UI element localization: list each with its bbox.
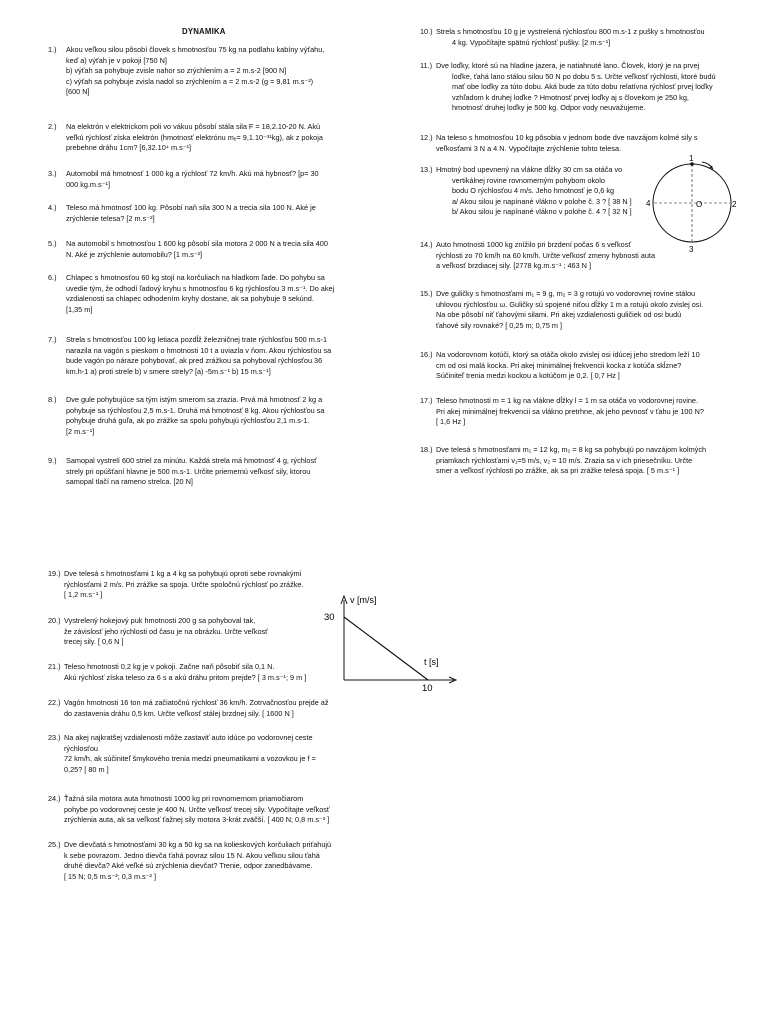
problem-text-line: uhlovou rýchlosťou ω. Guličky sú spojené niťou dĺžky 1 m a rotujú okolo zvislej osi. [436,299,704,309]
problem-text-line: veľkú rýchlosť získa elektrón (hmotnosť elektrónu mₑ= 9,1.10⁻³¹kg), ak z pokoja [66,132,323,142]
problem-text-line: druhé dievča? Aké veľké sú zrýchlenia dievčat? Trenie, odpor zanedbávame. [64,861,313,871]
problem-text-line: vzhľadom k druhej loďke ? Hmotnosť prvej loďky aj s človekom je 250 kg, [452,92,689,102]
problem-number: 11.) [420,61,433,70]
problem-text-line: b/ Akou silou je napínané vlákno v polohe č. 4 ? [ 32 N ] [452,207,632,217]
problem-number: 8.) [48,395,57,404]
circular-motion-figure [646,154,746,254]
problem-text-line: hmotnosť druhej loďky je 500 kg. Odpor vody neuvažujeme. [452,103,646,113]
page-title: DYNAMIKA [182,27,226,36]
problem-text-line: prebehne dráhu 1cm? [6,32.10⁴ m.s⁻¹] [66,143,192,153]
problem-text-line: pohybe po vodorovnej ceste je 400 N. Určte veľkosť trecej sily. Vypočítajte veľkosť [64,804,330,814]
problem-text-line: Teleso hmotnosti 0,2 kg je v pokoji. Začne naň pôsobiť sila 0,1 N. [64,662,275,671]
problem-text-line: Auto hmotnosti 1000 kg znížilo pri brzdení počas 6 s veľkosť [436,240,632,249]
problem-text-line: ťahové sily rovnaké? [ 0,25 m; 0,75 m ] [436,320,563,330]
problem-number: 14.) [420,240,433,249]
problem-text-line: Pri akej minimálnej frekvencii sa vlákno pretrhne, ak jeho pevnosť v ťahu je 100 N? [436,406,704,416]
problem-text-line: keď a) výťah je v pokoji [750 N] [66,55,167,65]
problem-text-line: bodu O rýchlosťou 4 m/s. Jeho hmotnosť je 0,6 kg [452,186,615,196]
problem-text-line: Dve gule pohybujúce sa tým istým smerom sa zrazia. Prvá má hmotnosť 2 kg a [66,395,323,404]
problem-number: 22.) [48,698,61,707]
problem-number: 4.) [48,203,57,212]
problem-text-line: pohybuje druhá guľa, ak po zrážke sa spolu pohybujú rýchlosťou 2,1 m.s-1. [66,416,310,426]
problem-text-line: Na automobil s hmotnosťou 1 600 kg pôsobí sila motora 2 000 N a trecia sila 400 [66,239,328,248]
problem-text-line: Chlapec s hmotnosťou 60 kg stojí na korčuliach na hladkom ľade. Do pohybu sa [66,273,325,282]
problem-text-line: Ťažná sila motora auta hmotnosti 1000 kg pri rovnomernom priamočiarom [64,794,304,803]
problem-text-line: [ 1,2 m.s⁻¹ ] [64,590,103,600]
problem-text-line: Na elektrón v elektrickom poli vo vákuu pôsobí stála sila F = 18,2.10-20 N. Akú [66,122,321,131]
problem-text-line: mať obe loďky za túto dobu. Aká bude za túto dobu relatívna rýchlosť prvej loďky [452,82,713,92]
problem-text-line: Na obe pôsobí niť ťahovými silami. Pri akej vzdialenosti guličiek od osi budú [436,310,682,320]
problem-text-line: priamkach rýchlosťami v₁=5 m/s, v₂ = 10 m/s. Zrazia sa v ich priesečníku. Určte [436,455,693,465]
problem-text-line: Hmotný bod upevnený na vlákne dĺžky 30 cm sa otáča vo [436,165,623,174]
problem-text-line: [1,35 m] [66,304,93,314]
problem-text-line: Strela s hmotnosťou 100 kg letiaca pozdĺž železničnej trate rýchlosťou 500 m.s-1 [66,335,327,344]
problem-text-line: že závislosť jeho rýchlosti od času je na obrázku. Určte veľkosť [64,626,268,636]
problem-text-line: Teleso má hmotnosť 100 kg. Pôsobí naň sila 300 N a trecia sila 100 N. Aké je [66,203,316,212]
problem-text-line: cm od osi malá kocka. Pri akej minimálnej frekvencii kocka z kotúča skĺzne? [436,360,682,370]
y-axis-label: v [m/s] [350,595,377,605]
problem-text-line: strely pri opúšťaní hlavne je 500 m.s-1. Určite priemernú veľkosť sily, ktorou [66,466,311,476]
problem-text-line: zrýchlenia auta, ak sa veľkosť ťažnej sily motora 3-krát zväčší. [ 400 N; 0,8 m.s⁻² ] [64,815,330,825]
problem-text-line: Na akej najkratšej vzdialenosti môže zastaviť auto idúce po vodorovnej ceste [64,733,313,742]
problem-number: 24.) [48,794,61,803]
problem-text-line: Na vodorovnom kotúči, ktorý sa otáča okolo zvislej osi idúcej jeho stredom leží 10 [436,350,700,359]
problem-text-line: 000 kg.m.s⁻¹] [66,179,110,189]
problem-text-line: trecej sily. [ 0,6 N ] [64,637,124,647]
problem-text-line: 4 kg. Vypočítajte spätnú rýchlosť pušky. [2 m.s⁻¹] [452,37,611,47]
problem-text-line: Dve telesá s hmotnosťami 1 kg a 4 kg sa pohybujú oproti sebe rovnakými [64,569,302,578]
problem-number: 19.) [48,569,61,578]
problem-text-line: [2 m.s⁻¹] [66,426,95,436]
problem-number: 10.) [420,27,433,36]
problem-number: 21.) [48,662,61,671]
problem-text-line: Dve dievčatá s hmotnosťami 30 kg a 50 kg sa na kolieskových korčuliach priťahujú [64,840,332,849]
problem-text-line: Dve loďky, ktoré sú na hladine jazera, je natiahnuté lano. Človek, ktorý je na prvej [436,61,700,70]
problem-text-line: Dve telesá s hmotnosťami m₁ = 12 kg, m₂ = 8 kg sa pohybujú po navzájom kolmých [436,445,707,454]
problem-number: 16.) [420,350,433,359]
problem-number: 13.) [420,165,433,174]
problem-text-line: Vystrelený hokejový puk hmotnosti 200 g sa pohyboval tak, [64,616,256,625]
problem-text-line: zrýchlenie telesa? [2 m.s⁻²] [66,213,155,223]
problem-text-line: [ 15 N; 0,5 m.s⁻²; 0,3 m.s⁻² ] [64,871,157,881]
problem-number: 6.) [48,273,57,282]
problem-text-line: 0,25? [ 80 m ] [64,764,109,774]
problem-text-line: Akou veľkou silou pôsobí človek s hmotnosťou 75 kg na podlahu kabíny výťahu, [66,45,325,54]
problem-number: 7.) [48,335,57,344]
x-axis-label: t [s] [424,657,439,667]
problem-text-line: a/ Akou silou je napínané vlákno v polohe č. 3 ? [ 38 N ] [452,196,632,206]
problem-text-line: Automobil má hmotnosť 1 000 kg a rýchlosť 72 km/h. Akú má hybnosť? [p= 30 [66,169,319,178]
problem-number: 3.) [48,169,57,178]
problem-text-line: k sebe povrazom. Jedno dievča ťahá povraz silou 15 N. Akou veľkou silou ťahá [64,850,320,860]
problem-number: 15.) [420,289,433,298]
problem-text-line: [ 1,6 Hz ] [436,417,466,427]
problem-text-line: Na teleso s hmotnosťou 10 kg pôsobia v jednom bode dve navzájom kolmé sily s [436,133,698,142]
problem-text-line: pohybuje sa rýchlosťou 2,5 m.s-1. Druhá má hmotnosť 8 kg. Akou rýchlosťou sa [66,405,325,415]
problem-text-line: smer a veľkosť rýchlosti po zrážke, ak sa pri zrážke telesá spoja. [ 5 m.s⁻¹ ] [436,466,680,476]
problem-number: 17.) [420,396,433,405]
problem-text-line: a veľkosť brzdiacej sily. [2778 kg.m.s⁻¹ ; 463 N ] [436,261,591,271]
label-position-4: 4 [646,199,651,208]
problem-text-line: do zastavenia dráhu 0,5 km. Určte veľkosť stálej brzdnej sily. [ 1600 N ] [64,708,294,718]
problem-text-line: Teleso hmotnosti m = 1 kg na vlákne dĺžky l = 1 m sa otáča vo vodorovnej rovine. [436,396,699,405]
label-position-3: 3 [689,245,694,254]
problem-text-line: Súčiniteľ trenia medzi kockou a kotúčom je 0,2. [ 0,7 Hz ] [436,371,620,381]
problem-text-line: vertikálnej rovine rovnomerným pohybom okolo [452,175,605,185]
problem-number: 20.) [48,616,61,625]
problem-text-line: rýchlosti zo 70 km/h na 60 km/h. Určte veľkosť zmeny hybnosti auta [436,250,655,260]
problem-text-line: c) výťah sa pohybuje zvisla nadol so zrýchlením a = 2 m.s-2 (g = 9,81 m.s⁻²) [66,76,314,86]
problem-text-line: Strela s hmotnosťou 10 g je vystrelená rýchlosťou 800 m.s-1 z pušky s hmotnosťou [436,27,705,36]
problem-text-line: N. Aké je zrýchlenie automobilu? [1 m.s⁻²] [66,249,203,259]
problem-number: 25.) [48,840,61,849]
problem-text-line: vzdialenosti sa chlapec odhodením kryhy dostane, ak sa pohybuje 9 sekúnd. [66,294,314,304]
problem-text-line: samopal tlačí na rameno strelca. [20 N] [66,477,193,487]
problem-text-line: Samopal vystrelí 600 striel za minútu. Každá strela má hmotnosť 4 g, rýchlosť [66,456,317,465]
velocity-time-graph [318,590,458,694]
problem-text-line: b) výťah sa pohybuje zvisle nahor so zrýchlením a = 2 m.s-2 [900 N] [66,66,287,76]
problem-text-line: veľkosťami 3 N a 4 N. Vypočítajte zrýchlenie tohto telesa. [436,143,622,153]
problem-text-line: km.h-1 a) proti strele b) v smere strely? [a) -5m.s⁻¹ b) 15 m.s⁻¹] [66,366,271,376]
problem-number: 12.) [420,133,433,142]
problem-text-line: narazila na vagón s pieskom o hmotnosti 10 t a uviazla v ňom. Akou rýchlosťou sa [66,345,332,355]
label-center-o: O [696,200,703,209]
problem-text-line: 72 km/h, ak súčiniteľ šmykového trenia medzi pneumatikami a vozovkou je f = [64,754,316,764]
problem-text-line: rýchlosťami 2 m/s. Pri zrážke sa spoja. Určte spoločnú rýchlosť po zrážke. [64,579,304,589]
problem-text-line: uvedie tým, že odhodí ľadový kryhu s hmotnosťou 6 kg rýchlosťou 3 m.s⁻¹. Do akej [66,283,335,293]
problem-text-line: bude vagón po náraze pohybovať, ak pred zrážkou sa pohyboval rýchlosťou 36 [66,356,323,366]
problem-number: 18.) [420,445,433,454]
problem-text-line: Akú rýchlosť získa teleso za 6 s a akú dráhu pritom prejde? [ 3 m.s⁻¹; 9 m ] [64,672,307,682]
problem-text-line: Dve guličky s hmotnosťami m₁ = 9 g, m₂ = 3 g rotujú vo vodorovnej rovine stálou [436,289,696,298]
label-position-1: 1 [689,154,694,163]
problem-number: 23.) [48,733,61,742]
problem-number: 9.) [48,456,57,465]
problem-number: 1.) [48,45,57,54]
problem-text-line: Vagón hmotnosti 16 ton má začiatočnú rýchlosť 36 km/h. Zotrvačnosťou prejde až [64,698,329,707]
x-tick-10: 10 [422,683,433,694]
problem-text-line: rýchlosťou [64,743,98,753]
label-position-2: 2 [732,200,737,209]
problem-number: 2.) [48,122,57,131]
problem-number: 5.) [48,239,57,248]
problem-text-line: loďke, ťahá lano stálou silou 50 N po dobu 5 s. Určte veľkosť rýchlosti, ktoré budú [452,71,716,81]
y-tick-30: 30 [324,612,335,623]
problem-text-line: [600 N] [66,87,90,97]
